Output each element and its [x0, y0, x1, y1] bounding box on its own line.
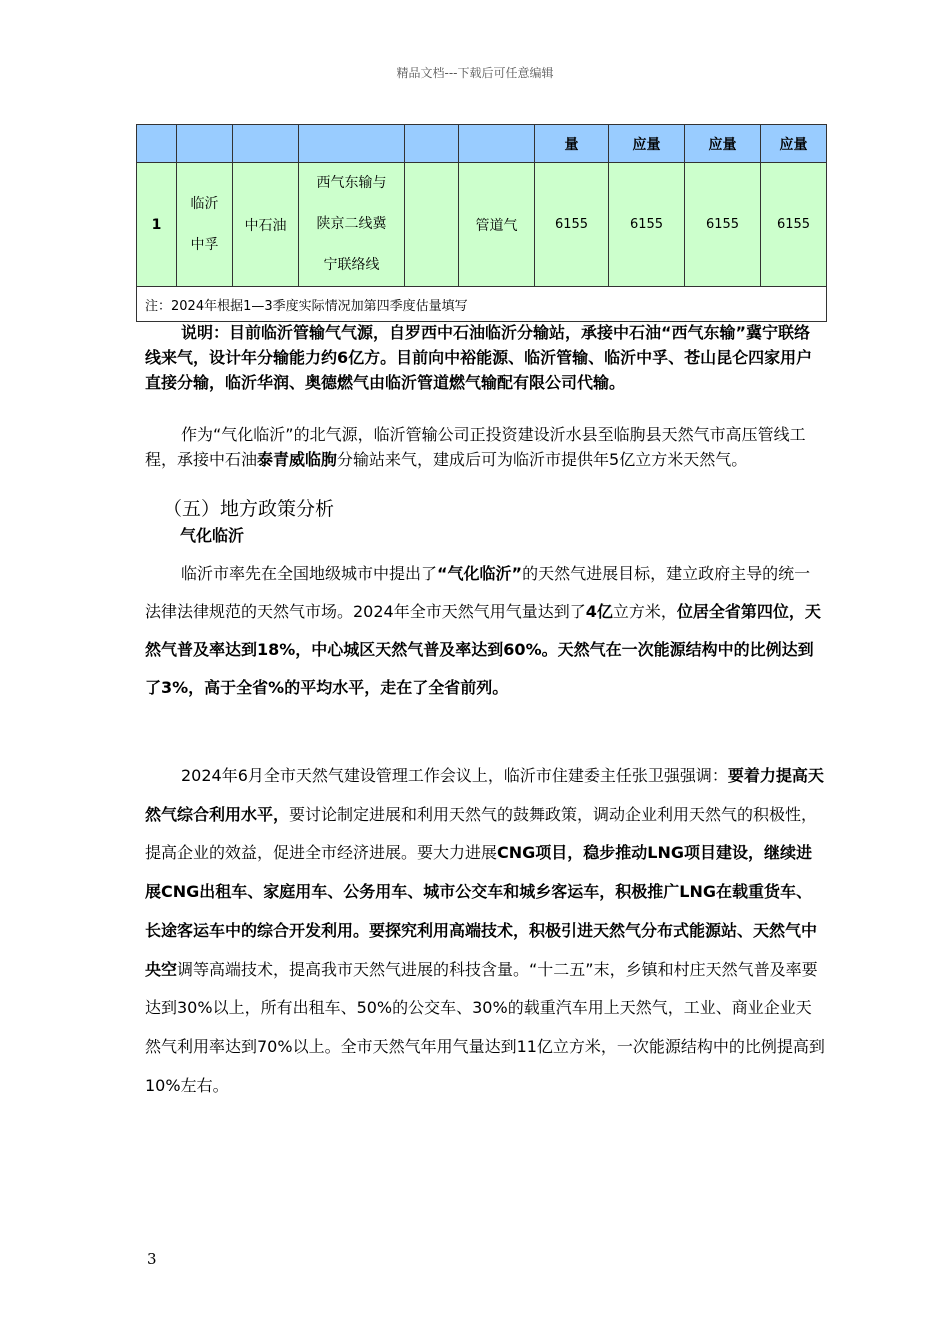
- explanation-paragraph: 说明：目前临沂管输气气源，自罗西中石油临沂分输站，承接中石油“西气东输”冀宁联络线来气，设计年分输能力约6亿方。目前向中裕能源、临沂管输、临沂中孚、苍山昆仑四家用户直接分输，临沂华润、奥德燃气由临沂管道燃气输配有限公司代输。: [145, 323, 813, 392]
- text-run-bold: 4亿: [585, 602, 613, 621]
- text-run-bold: 位居全省第四位，天然气普及率达到18%，中心城区天然气普及率达到60%。天然气在一次能源结构中的比例达到了3%，高于全省%的平均水平，走在了全省前列。: [145, 602, 821, 697]
- header-cell: [299, 125, 405, 163]
- value-cell: 6155: [685, 163, 761, 287]
- text-run: 作为“气化临沂”的北气源，临沂管输公司正投资建设沂水县至临朐县天然气市高压管线工程，承接中石油: [145, 425, 806, 469]
- value-cell: 6155: [609, 163, 685, 287]
- source-line: 陕京二线冀: [316, 216, 387, 232]
- text-run-bold: 泰青威临朐: [257, 450, 338, 469]
- meeting-paragraph: [145, 757, 825, 1105]
- header-cell: 应量: [685, 125, 761, 163]
- value-cell: 6155: [761, 163, 827, 287]
- north-source-paragraph: [145, 422, 825, 472]
- source-line: 宁联络线: [323, 257, 380, 273]
- header-cell: [459, 125, 535, 163]
- table-header-row: [137, 125, 827, 163]
- text-run: 的天然气进展目标，建立政府主导的统一法律法律规范的天然气市场。2024年全市天然气用气量达到了: [145, 564, 811, 621]
- text-run-bold: “气化临沂”: [437, 564, 523, 583]
- text-run: 分输站来气，建成后可为临沂市提供年5亿立方米天然气。: [337, 450, 748, 469]
- supplier-cell: 中石油: [233, 163, 299, 287]
- user-cell: [177, 163, 233, 287]
- text-run: 调等高端技术，提高我市天然气进展的科技含量。“十二五”末，乡镇和村庄天然气普及率要达到30%以上，所有出租车、50%的公交车、30%的载重汽车用上天然气，工业、商业企业天然气利用率达到70%以上。全市天然气年用气量达到11亿立方米，一次能源结构中的比例提高到10%左右。: [145, 959, 825, 1095]
- text-run-bold: 要着力提高天然气综合利用水平，: [145, 766, 824, 824]
- header-cell: [405, 125, 459, 163]
- table-note-row: [137, 287, 827, 322]
- source-cell: [299, 163, 405, 287]
- page-number: 3: [147, 1250, 157, 1268]
- gasification-paragraph: [145, 555, 825, 707]
- gas-supply-table: [136, 124, 827, 322]
- header-cell: 量: [535, 125, 609, 163]
- source-line: 西气东输与: [316, 175, 387, 191]
- section-heading: （五）地方政策分析: [163, 498, 335, 520]
- subsection-heading: 气化临沂: [180, 526, 245, 545]
- value-cell: 6155: [535, 163, 609, 287]
- table-note: 注：2024年根据1—3季度实际情况加第四季度估量填写: [137, 287, 827, 322]
- page-header: 精品文档---下载后可任意编辑: [396, 66, 554, 80]
- header-cell: 应量: [609, 125, 685, 163]
- row-index: 1: [137, 163, 177, 287]
- header-cell: 应量: [761, 125, 827, 163]
- header-cell: [233, 125, 299, 163]
- method-cell: 管道气: [459, 163, 535, 287]
- text-run: 2024年6月全市天然气建设管理工作会议上，临沂市住建委主任张卫强强调：: [181, 766, 728, 785]
- header-cell: [137, 125, 177, 163]
- empty-cell: [405, 163, 459, 287]
- header-cell: [177, 125, 233, 163]
- text-run: 立方米，: [612, 602, 677, 621]
- user-line: 临沂: [190, 195, 219, 212]
- text-run: 临沂市率先在全国地级城市中提出了: [181, 564, 438, 583]
- text-run-bold: CNG项目，稳步推动LNG项目建设，继续进展CNG出租车、家庭用车、公务用车、城市公交车和城乡客运车，积极推广LNG在载重货车、长途客运车中的综合开发利用。要探究利用高端技术，积极引进天然气分布式能源站、天然气中央空: [145, 843, 818, 979]
- user-line: 中孚: [190, 236, 219, 253]
- text-run: 要讨论制定进展和利用天然气的鼓舞政策，调动企业利用天然气的积极性，提高企业的效益，促进全市经济进展。要大力进展: [145, 804, 818, 863]
- table-row: [137, 163, 827, 287]
